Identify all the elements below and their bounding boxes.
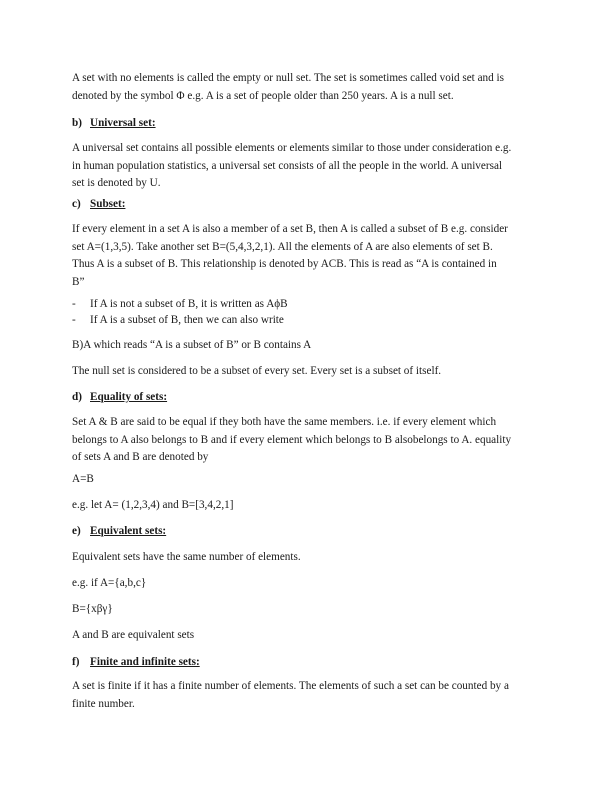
text-line: If every element in a set A is also a member of a set B, then A is called a subset of B e.g. consider	[72, 223, 508, 235]
bullet-item: - If A is a subset of B, then we can also write	[72, 314, 284, 326]
equivalent-conclusion: A and B are equivalent sets	[72, 629, 195, 641]
text-line: set A=(1,3,5). Take another set B=(5,4,3,2,1). All the elements of A are also elements of set B.	[72, 240, 493, 253]
section-title: Equality of sets:	[90, 391, 168, 403]
subset-heading	[72, 197, 125, 211]
equivalent-example-a: e.g. if A={a,b,c}	[72, 577, 147, 589]
equivalent-definition: Equivalent sets have the same number of elements.	[72, 551, 301, 563]
section-title: Universal set:	[90, 117, 156, 129]
equality-paragraph	[72, 414, 542, 467]
bullet-text: If A is a subset of B, then we can also write	[90, 314, 284, 326]
finite-heading	[72, 655, 200, 669]
universal-set-paragraph	[72, 140, 542, 193]
equality-heading	[72, 390, 167, 404]
text-line: Thus A is a subset of B. This relationship is denoted by ACB. This is read as “A is contained in	[72, 258, 497, 270]
equality-example: e.g. let A= (1,2,3,4) and B=[3,4,2,1]	[72, 499, 234, 511]
section-label: c)	[72, 198, 81, 210]
text-line: A set with no elements is called the empty or null set. The set is sometimes called void set and is	[72, 72, 504, 84]
text-line: Set A & B are said to be equal if they both have the same members. i.e. if every element which	[72, 416, 497, 428]
bullet-item: - If A is not a subset of B, it is written as AϕB	[72, 298, 288, 310]
section-title: Equivalent sets:	[90, 525, 167, 537]
section-title: Finite and infinite sets:	[90, 656, 200, 668]
subset-paragraph	[72, 221, 542, 291]
text-line: A set is finite if it has a finite number of elements. The elements of such a set can be counted by a	[72, 680, 509, 692]
text-line: belongs to A also belongs to B and if every element which belongs to B alsobelongs to A. equality	[72, 433, 512, 446]
text-line: A universal set contains all possible elements or elements similar to those under consideration e.g.	[72, 142, 512, 154]
equality-notation: A=B	[72, 473, 94, 485]
text-line: in human population statistics, a universal set consists of all the people in the world. A universal	[72, 159, 503, 172]
universal-set-heading	[72, 116, 156, 130]
text-line: finite number.	[72, 697, 135, 710]
equivalent-example-b: B={xβγ}	[72, 603, 113, 615]
text-line: of sets A and B are denoted by	[72, 451, 209, 463]
null-set-paragraph	[72, 70, 542, 105]
text-line: denoted by the symbol Φ e.g. A is a set of people older than 250 years. A is a null set.	[72, 89, 454, 102]
section-title: Subset:	[90, 198, 126, 210]
section-label: e)	[72, 525, 81, 537]
contains-note: B)A which reads “A is a subset of B” or B contains A	[72, 339, 312, 351]
section-label: f)	[72, 656, 80, 668]
text-line: B”	[72, 275, 85, 288]
text-line: set is denoted by U.	[72, 177, 161, 189]
finite-paragraph	[72, 678, 542, 713]
bullet-text: If A is not a subset of B, it is written as AϕB	[90, 298, 288, 310]
section-label: d)	[72, 391, 82, 403]
null-subset-note: The null set is considered to be a subset of every set. Every set is a subset of itself.	[72, 365, 442, 377]
section-label: b)	[72, 117, 82, 129]
equivalent-heading	[72, 524, 166, 538]
